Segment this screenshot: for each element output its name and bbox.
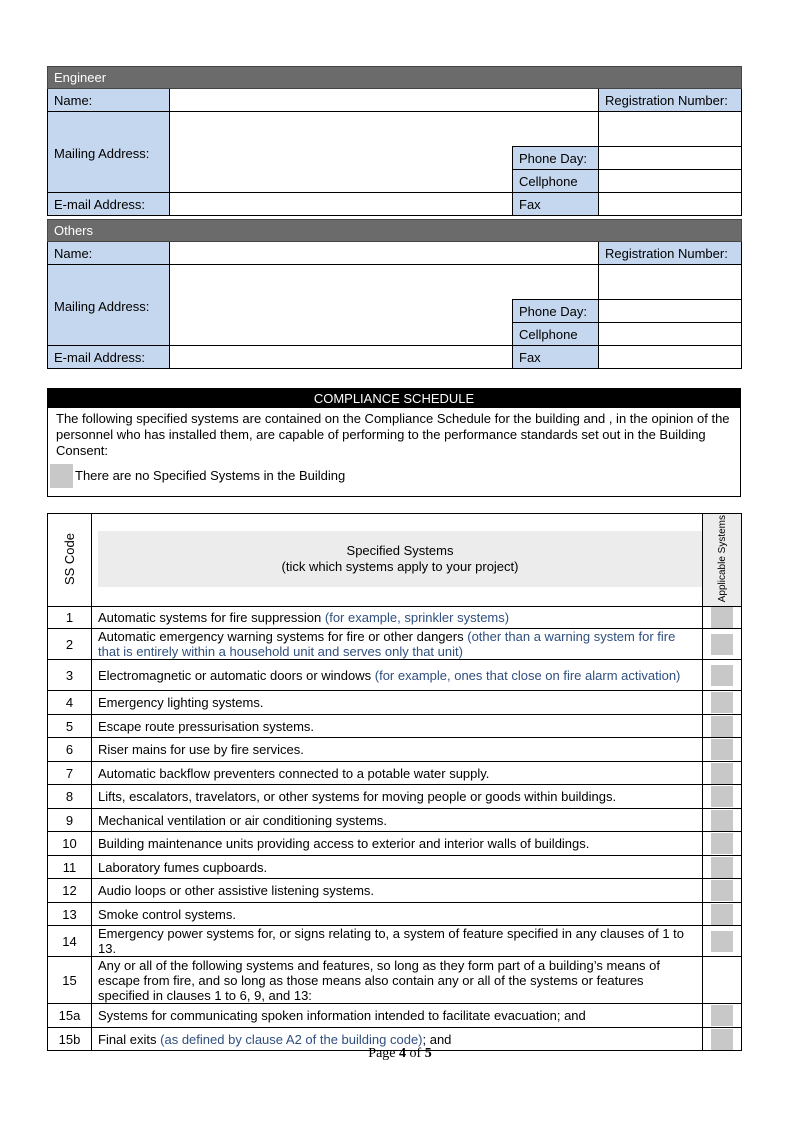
system-text: Laboratory fumes cupboards. xyxy=(98,859,268,875)
others-email-label: E-mail Address: xyxy=(48,346,170,369)
system-text: Any or all of the following systems and features, so long as they form part of a building’s means of escape from fire, and so long as those means also contain any or all of the systems or features specified in clauses 1 to 6, 9, and 13: xyxy=(98,957,660,1003)
system-code: 10 xyxy=(48,832,92,856)
system-text: Emergency lighting systems. xyxy=(98,695,264,711)
system-text: Riser mains for use by fire services. xyxy=(98,742,304,758)
system-text: Automatic systems for fire suppression xyxy=(98,610,322,626)
applicable-cell xyxy=(703,832,742,856)
system-row xyxy=(48,808,742,832)
system-row xyxy=(48,926,742,957)
system-description xyxy=(92,738,703,762)
system-code: 3 xyxy=(48,660,92,691)
engineer-fax-label: Fax xyxy=(513,193,599,216)
engineer-mailing-field[interactable] xyxy=(170,112,513,193)
system-row xyxy=(48,691,742,715)
system-description xyxy=(92,808,703,832)
system-code: 8 xyxy=(48,785,92,809)
system-text: Automatic emergency warning systems for fire or other dangers xyxy=(98,629,464,645)
ss-code-header: SS Code xyxy=(62,532,77,585)
applicable-checkbox[interactable] xyxy=(711,904,733,925)
system-row xyxy=(48,957,742,1004)
applicable-cell xyxy=(703,957,742,1004)
system-note: (as defined by clause A2 of the building code) xyxy=(160,1031,423,1047)
system-note: (other than a warning system for fire that is entirely within a household unit and serves only that unit) xyxy=(98,629,676,660)
others-cellphone-label: Cellphone xyxy=(513,323,599,346)
applicable-checkbox[interactable] xyxy=(711,810,733,831)
system-code: 12 xyxy=(48,879,92,903)
total-pages: 5 xyxy=(424,1046,432,1061)
system-code: 15 xyxy=(48,957,92,1004)
applicable-checkbox[interactable] xyxy=(711,739,733,760)
applicable-cell xyxy=(703,926,742,957)
system-row xyxy=(48,714,742,738)
system-text: Mechanical ventilation or air conditioning systems. xyxy=(98,812,388,828)
system-code: 2 xyxy=(48,629,92,660)
system-row xyxy=(48,660,742,691)
system-text: Final exits xyxy=(98,1031,157,1047)
engineer-mailing-label: Mailing Address: xyxy=(48,112,170,193)
compliance-schedule-title: COMPLIANCE SCHEDULE xyxy=(48,389,740,408)
system-description xyxy=(92,926,703,957)
system-description xyxy=(92,691,703,715)
others-cellphone-field[interactable] xyxy=(599,323,742,346)
compliance-schedule-box xyxy=(47,388,741,497)
system-description xyxy=(92,660,703,691)
system-row xyxy=(48,1004,742,1028)
others-name-field[interactable] xyxy=(170,242,599,265)
others-phone-day-field[interactable] xyxy=(599,300,742,323)
applicable-cell xyxy=(703,902,742,926)
system-row xyxy=(48,785,742,809)
applicable-cell xyxy=(703,691,742,715)
applicable-cell xyxy=(703,1004,742,1028)
applicable-cell xyxy=(703,879,742,903)
system-description xyxy=(92,761,703,785)
engineer-name-field[interactable] xyxy=(170,89,599,112)
engineer-header: Engineer xyxy=(48,67,742,89)
system-row xyxy=(48,855,742,879)
system-row xyxy=(48,761,742,785)
system-text: Emergency power systems for, or signs relating to, a system of feature specified in any clauses of 1 to 13. xyxy=(98,926,684,957)
engineer-cellphone-label: Cellphone xyxy=(513,170,599,193)
others-phone-day-label: Phone Day: xyxy=(513,300,599,323)
applicable-cell xyxy=(703,607,742,629)
applicable-checkbox[interactable] xyxy=(711,857,733,878)
applicable-checkbox[interactable] xyxy=(711,634,733,655)
of-word: of xyxy=(409,1046,422,1061)
others-fax-label: Fax xyxy=(513,346,599,369)
system-description xyxy=(92,855,703,879)
applicable-checkbox[interactable] xyxy=(711,716,733,737)
system-text: Systems for communicating spoken information intended to facilitate evacuation; and xyxy=(98,1008,586,1024)
others-name-label: Name: xyxy=(48,242,170,265)
system-row xyxy=(48,629,742,660)
system-text: Lifts, escalators, travelators, or other systems for moving people or goods within buildings. xyxy=(98,789,617,805)
system-row xyxy=(48,738,742,762)
system-code: 15b xyxy=(48,1027,92,1051)
system-note: (for example, sprinkler systems) xyxy=(324,610,510,626)
system-code: 11 xyxy=(48,855,92,879)
applicable-cell xyxy=(703,660,742,691)
applicable-cell xyxy=(703,714,742,738)
system-row xyxy=(48,902,742,926)
page-word: Page xyxy=(368,1046,396,1061)
engineer-table xyxy=(47,66,742,216)
system-code: 4 xyxy=(48,691,92,715)
applicable-checkbox[interactable] xyxy=(711,931,733,952)
engineer-registration-label: Registration Number: xyxy=(599,89,742,112)
system-text: Automatic backflow preventers connected to a potable water supply. xyxy=(98,765,490,781)
system-text: Escape route pressurisation systems. xyxy=(98,718,315,734)
applicable-cell xyxy=(703,629,742,660)
system-code: 9 xyxy=(48,808,92,832)
engineer-email-field[interactable] xyxy=(170,193,513,216)
system-description xyxy=(92,832,703,856)
system-text-tail: ; and xyxy=(422,1031,452,1047)
applicable-cell xyxy=(703,761,742,785)
others-table xyxy=(47,219,742,369)
engineer-phone-day-field[interactable] xyxy=(599,147,742,170)
engineer-name-label: Name: xyxy=(48,89,170,112)
system-description xyxy=(92,1004,703,1028)
system-code: 6 xyxy=(48,738,92,762)
engineer-registration-field[interactable] xyxy=(599,112,742,147)
others-mailing-label: Mailing Address: xyxy=(48,265,170,346)
applicable-checkbox[interactable] xyxy=(711,665,733,686)
others-mailing-field[interactable] xyxy=(170,265,513,346)
no-systems-option xyxy=(50,465,345,487)
applicable-checkbox[interactable] xyxy=(711,786,733,807)
applicable-checkbox[interactable] xyxy=(711,692,733,713)
no-systems-checkbox[interactable] xyxy=(50,464,73,488)
system-code: 15a xyxy=(48,1004,92,1028)
others-fax-field[interactable] xyxy=(599,346,742,369)
systems-header-row xyxy=(48,514,742,607)
system-code: 1 xyxy=(48,607,92,629)
system-code: 13 xyxy=(48,902,92,926)
system-row xyxy=(48,607,742,629)
system-description xyxy=(92,629,703,660)
system-code: 14 xyxy=(48,926,92,957)
page-footer xyxy=(0,1046,800,1062)
applicable-cell xyxy=(703,855,742,879)
system-code: 7 xyxy=(48,761,92,785)
applicable-cell xyxy=(703,738,742,762)
system-text: Electromagnetic or automatic doors or windows xyxy=(98,667,372,683)
specified-systems-subheader: (tick which systems apply to your project) xyxy=(281,559,519,575)
system-description xyxy=(92,879,703,903)
others-registration-field[interactable] xyxy=(599,265,742,300)
others-registration-label: Registration Number: xyxy=(599,242,742,265)
system-text: Audio loops or other assistive listening systems. xyxy=(98,883,375,899)
applicable-systems-header: Applicable Systems xyxy=(716,515,728,603)
specified-systems-header: Specified Systems xyxy=(346,543,454,559)
system-description xyxy=(92,785,703,809)
system-code: 5 xyxy=(48,714,92,738)
system-description xyxy=(92,902,703,926)
system-row xyxy=(48,879,742,903)
applicable-checkbox[interactable] xyxy=(711,607,733,628)
others-email-field[interactable] xyxy=(170,346,513,369)
applicable-checkbox[interactable] xyxy=(711,833,733,854)
system-text: Building maintenance units providing access to exterior and interior walls of buildings. xyxy=(98,836,590,852)
system-text: Smoke control systems. xyxy=(98,906,236,922)
applicable-cell xyxy=(703,808,742,832)
applicable-cell xyxy=(703,785,742,809)
system-description xyxy=(92,957,703,1004)
system-description xyxy=(92,607,703,629)
specified-systems-table xyxy=(47,513,742,1051)
compliance-schedule-text: The following specified systems are contained on the Compliance Schedule for the building and , in the opinion of the personnel who has installed them, are capable of performing to the performance standards set out in the Building Consent: xyxy=(56,411,730,458)
engineer-email-label: E-mail Address: xyxy=(48,193,170,216)
system-note: (for example, ones that close on fire alarm activation) xyxy=(374,667,681,683)
engineer-phone-day-label: Phone Day: xyxy=(513,147,599,170)
others-header: Others xyxy=(48,220,742,242)
engineer-cellphone-field[interactable] xyxy=(599,170,742,193)
engineer-fax-field[interactable] xyxy=(599,193,742,216)
applicable-checkbox[interactable] xyxy=(711,880,733,901)
system-description xyxy=(92,714,703,738)
applicable-checkbox[interactable] xyxy=(711,1005,733,1026)
system-row xyxy=(48,832,742,856)
applicable-checkbox[interactable] xyxy=(711,763,733,784)
no-systems-label: There are no Specified Systems in the Building xyxy=(75,468,346,483)
current-page: 4 xyxy=(399,1046,407,1061)
